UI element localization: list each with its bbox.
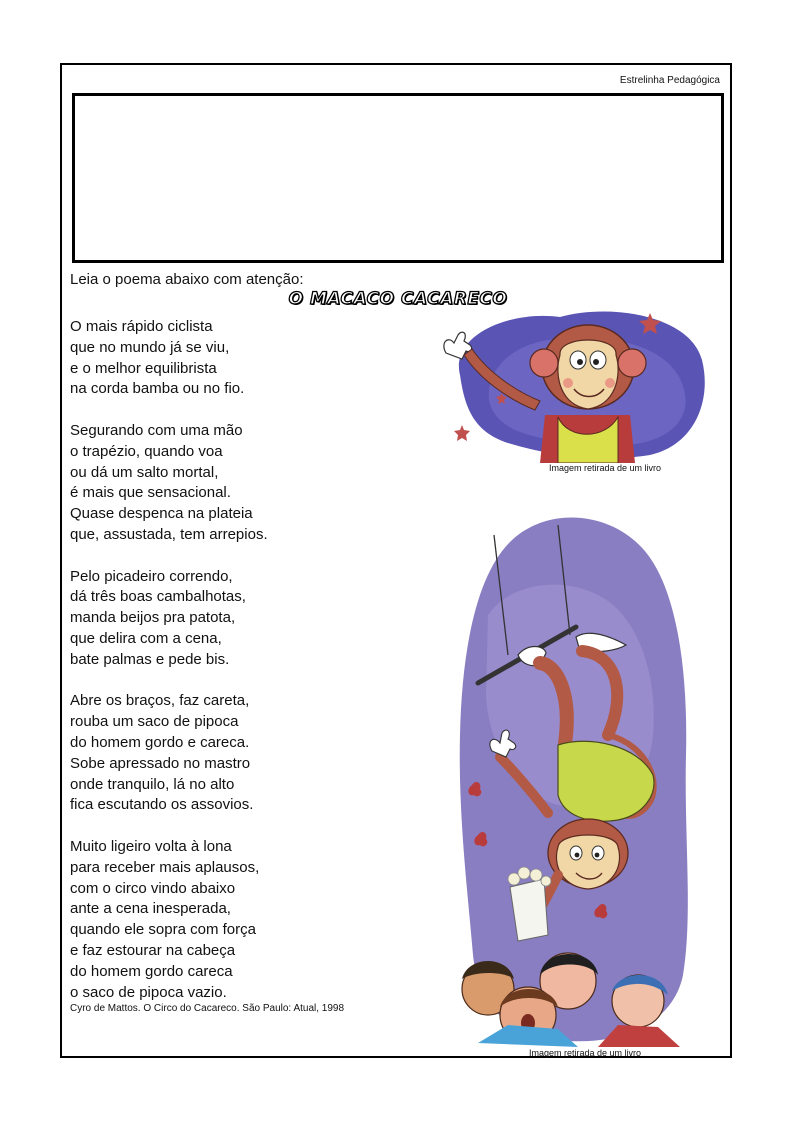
poem-line: dá três boas cambalhotas, <box>70 588 246 606</box>
poem-line: rouba um saco de pipoca <box>70 713 239 731</box>
poem-line: que no mundo já se viu, <box>70 338 230 356</box>
monkey-trapeze-illustration <box>448 495 718 1047</box>
poem-line: e faz estourar na cabeça <box>70 941 236 959</box>
poem-line: Muito ligeiro volta à lona <box>70 837 232 855</box>
header-box <box>72 93 724 263</box>
image-caption-top: Imagem retirada de um livro <box>549 463 662 473</box>
poem-line: bate palmas e pede bis. <box>70 650 230 668</box>
poem-line: Pelo picadeiro correndo, <box>70 567 233 585</box>
poem-line: ante a cena inesperada, <box>70 900 231 918</box>
poem-line: com o circo vindo abaixo <box>70 879 236 897</box>
stanza <box>70 837 268 1003</box>
poem-line: ou dá um salto mortal, <box>70 463 219 481</box>
poem-line: O mais rápido ciclista <box>70 318 213 335</box>
poem-title: O MACACO CACARECO <box>288 289 508 309</box>
poem-line: o trapézio, quando voa <box>70 442 223 460</box>
stanza <box>70 317 268 400</box>
image-caption-bottom: Imagem retirada de um livro <box>529 1048 642 1058</box>
poem-line: que delira com a cena, <box>70 629 222 647</box>
poem-line: Sobe apressado no mastro <box>70 754 251 772</box>
monkey-waving-illustration <box>440 305 710 463</box>
citation: Cyro de Mattos. O Circo do Cacareco. São Paulo: Atual, 1998 <box>70 1003 345 1014</box>
poem-line: quando ele sopra com força <box>70 921 256 939</box>
poem-line: do homem gordo e careca. <box>70 733 250 751</box>
stanza <box>70 421 268 546</box>
poem-line: na corda bamba ou no fio. <box>70 380 245 398</box>
poem-line: o saco de pipoca vazio. <box>70 983 227 1001</box>
poem-line: Segurando com uma mão <box>70 421 243 439</box>
poem-line: Quase despenca na plateia <box>70 505 253 523</box>
stanza <box>70 691 268 816</box>
poem-line: que, assustada, tem arrepios. <box>70 525 268 543</box>
instruction-text: Leia o poema abaixo com atenção: <box>70 271 304 288</box>
poem-body <box>70 317 268 1003</box>
poem-line: fica escutando os assovios. <box>70 796 254 814</box>
stanza <box>70 567 268 671</box>
poem-line: do homem gordo careca <box>70 962 233 980</box>
poem-line: manda beijos pra patota, <box>70 609 236 627</box>
brand-label: Estrelinha Pedagógica <box>619 75 720 86</box>
poem-line: onde tranquilo, lá no alto <box>70 775 235 793</box>
poem-line: para receber mais aplausos, <box>70 858 260 876</box>
poem-line: e o melhor equilibrista <box>70 359 217 377</box>
poem-line: é mais que sensacional. <box>70 484 231 502</box>
poem-line: Abre os braços, faz careta, <box>70 692 250 710</box>
page-frame <box>60 63 732 1058</box>
